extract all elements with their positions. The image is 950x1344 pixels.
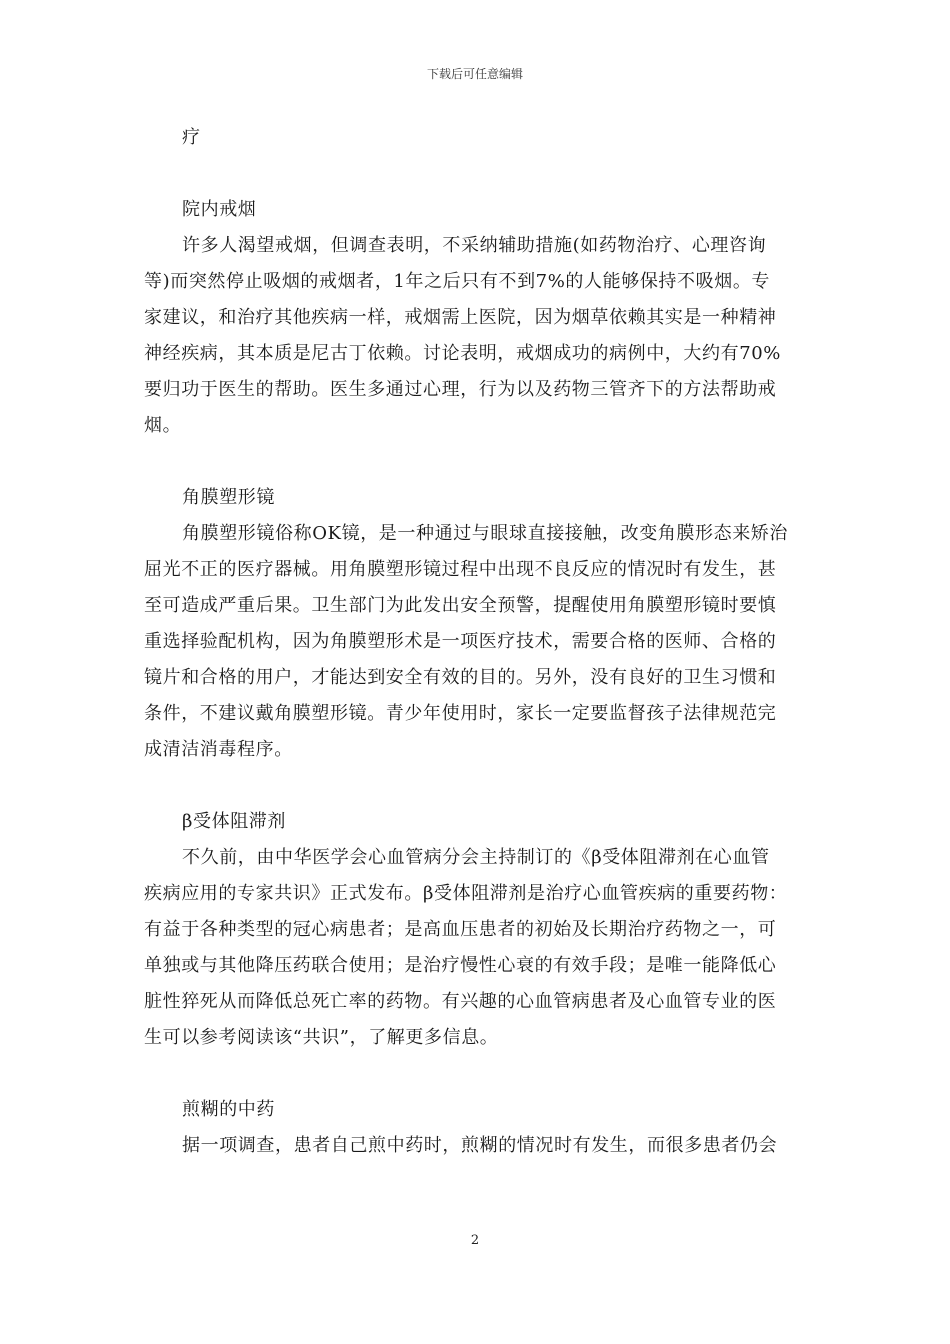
- section-gap: [144, 1056, 808, 1092]
- paragraph-line: 不久前，由中华医学会心血管病分会主持制订的《β受体阻滞剂在心血管: [182, 847, 770, 868]
- paragraph-line: 许多人渴望戒烟，但调查表明，不采纳辅助措施(如药物治疗、心理咨询: [182, 235, 767, 256]
- paragraph-line: 据一项调查，患者自己煎中药时，煎糊的情况时有发生，而很多患者仍会: [182, 1135, 778, 1156]
- section-paragraph-beta-blockers: [144, 840, 808, 1056]
- paragraph-line: 脏性猝死从而降低总死亡率的药物。有兴趣的心血管病患者及心血管专业的医: [144, 991, 777, 1012]
- paragraph-line: 单独或与其他降压药联合使用；是治疗慢性心衰的有效手段；是唯一能降低心: [144, 955, 777, 976]
- paragraph-line: 成清洁消毒程序。: [144, 739, 293, 760]
- paragraph-line: 镜片和合格的用户，才能达到安全有效的目的。另外，没有良好的卫生习惯和: [144, 667, 777, 688]
- section-title-ortho-k-lens: 角膜塑形镜: [182, 487, 275, 508]
- paragraph-line: 重选择验配机构，因为角膜塑形术是一项医疗技术，需要合格的医师、合格的: [144, 631, 777, 652]
- page-number: 2: [470, 1233, 480, 1248]
- paragraph-line: 烟。: [144, 415, 182, 436]
- section-title-beta-blockers: β受体阻滞剂: [182, 811, 287, 832]
- section-title-smoking-cessation: 院内戒烟: [182, 199, 257, 220]
- document-body: [144, 120, 808, 1164]
- section-paragraph-ortho-k-lens: [144, 516, 808, 768]
- text-fragment: 疗: [182, 127, 201, 148]
- paragraph-line: 屈光不正的医疗器械。用角膜塑形镜过程中出现不良反应的情况时有发生，甚: [144, 559, 777, 580]
- paragraph-line: 条件，不建议戴角膜塑形镜。青少年使用时，家长一定要监督孩子法律规范完: [144, 703, 777, 724]
- paragraph-line: 角膜塑形镜俗称OK镜，是一种通过与眼球直接接触，改变角膜形态来矫治: [182, 523, 789, 544]
- section-gap: [144, 156, 808, 192]
- section-title-burnt-herbal-medicine: 煎糊的中药: [182, 1099, 275, 1120]
- paragraph-line: 神经疾病，其本质是尼古丁依赖。讨论表明，戒烟成功的病例中，大约有70%: [144, 343, 782, 364]
- paragraph-line: 要归功于医生的帮助。医生多通过心理，行为以及药物三管齐下的方法帮助戒: [144, 379, 777, 400]
- section-gap: [144, 444, 808, 480]
- paragraph-line: 有益于各种类型的冠心病患者；是高血压患者的初始及长期治疗药物之一，可: [144, 919, 777, 940]
- paragraph-line: 疾病应用的专家共识》正式发布。β受体阻滞剂是治疗心血管疾病的重要药物：: [144, 883, 788, 904]
- paragraph-line: 家建议，和治疗其他疾病一样，戒烟需上医院，因为烟草依赖其实是一种精神: [144, 307, 777, 328]
- paragraph-line: 生可以参考阅读该“共识”，了解更多信息。: [144, 1027, 499, 1048]
- section-paragraph-burnt-herbal-medicine: [144, 1128, 808, 1164]
- paragraph-line: 等)而突然停止吸烟的戒烟者，1年之后只有不到7%的人能够保持不吸烟。专: [144, 271, 771, 292]
- section-paragraph-smoking-cessation: [144, 228, 808, 444]
- section-gap: [144, 768, 808, 804]
- page-header: 下载后可任意编辑: [426, 67, 523, 81]
- paragraph-line: 至可造成严重后果。卫生部门为此发出安全预警，提醒使用角膜塑形镜时要慎: [144, 595, 777, 616]
